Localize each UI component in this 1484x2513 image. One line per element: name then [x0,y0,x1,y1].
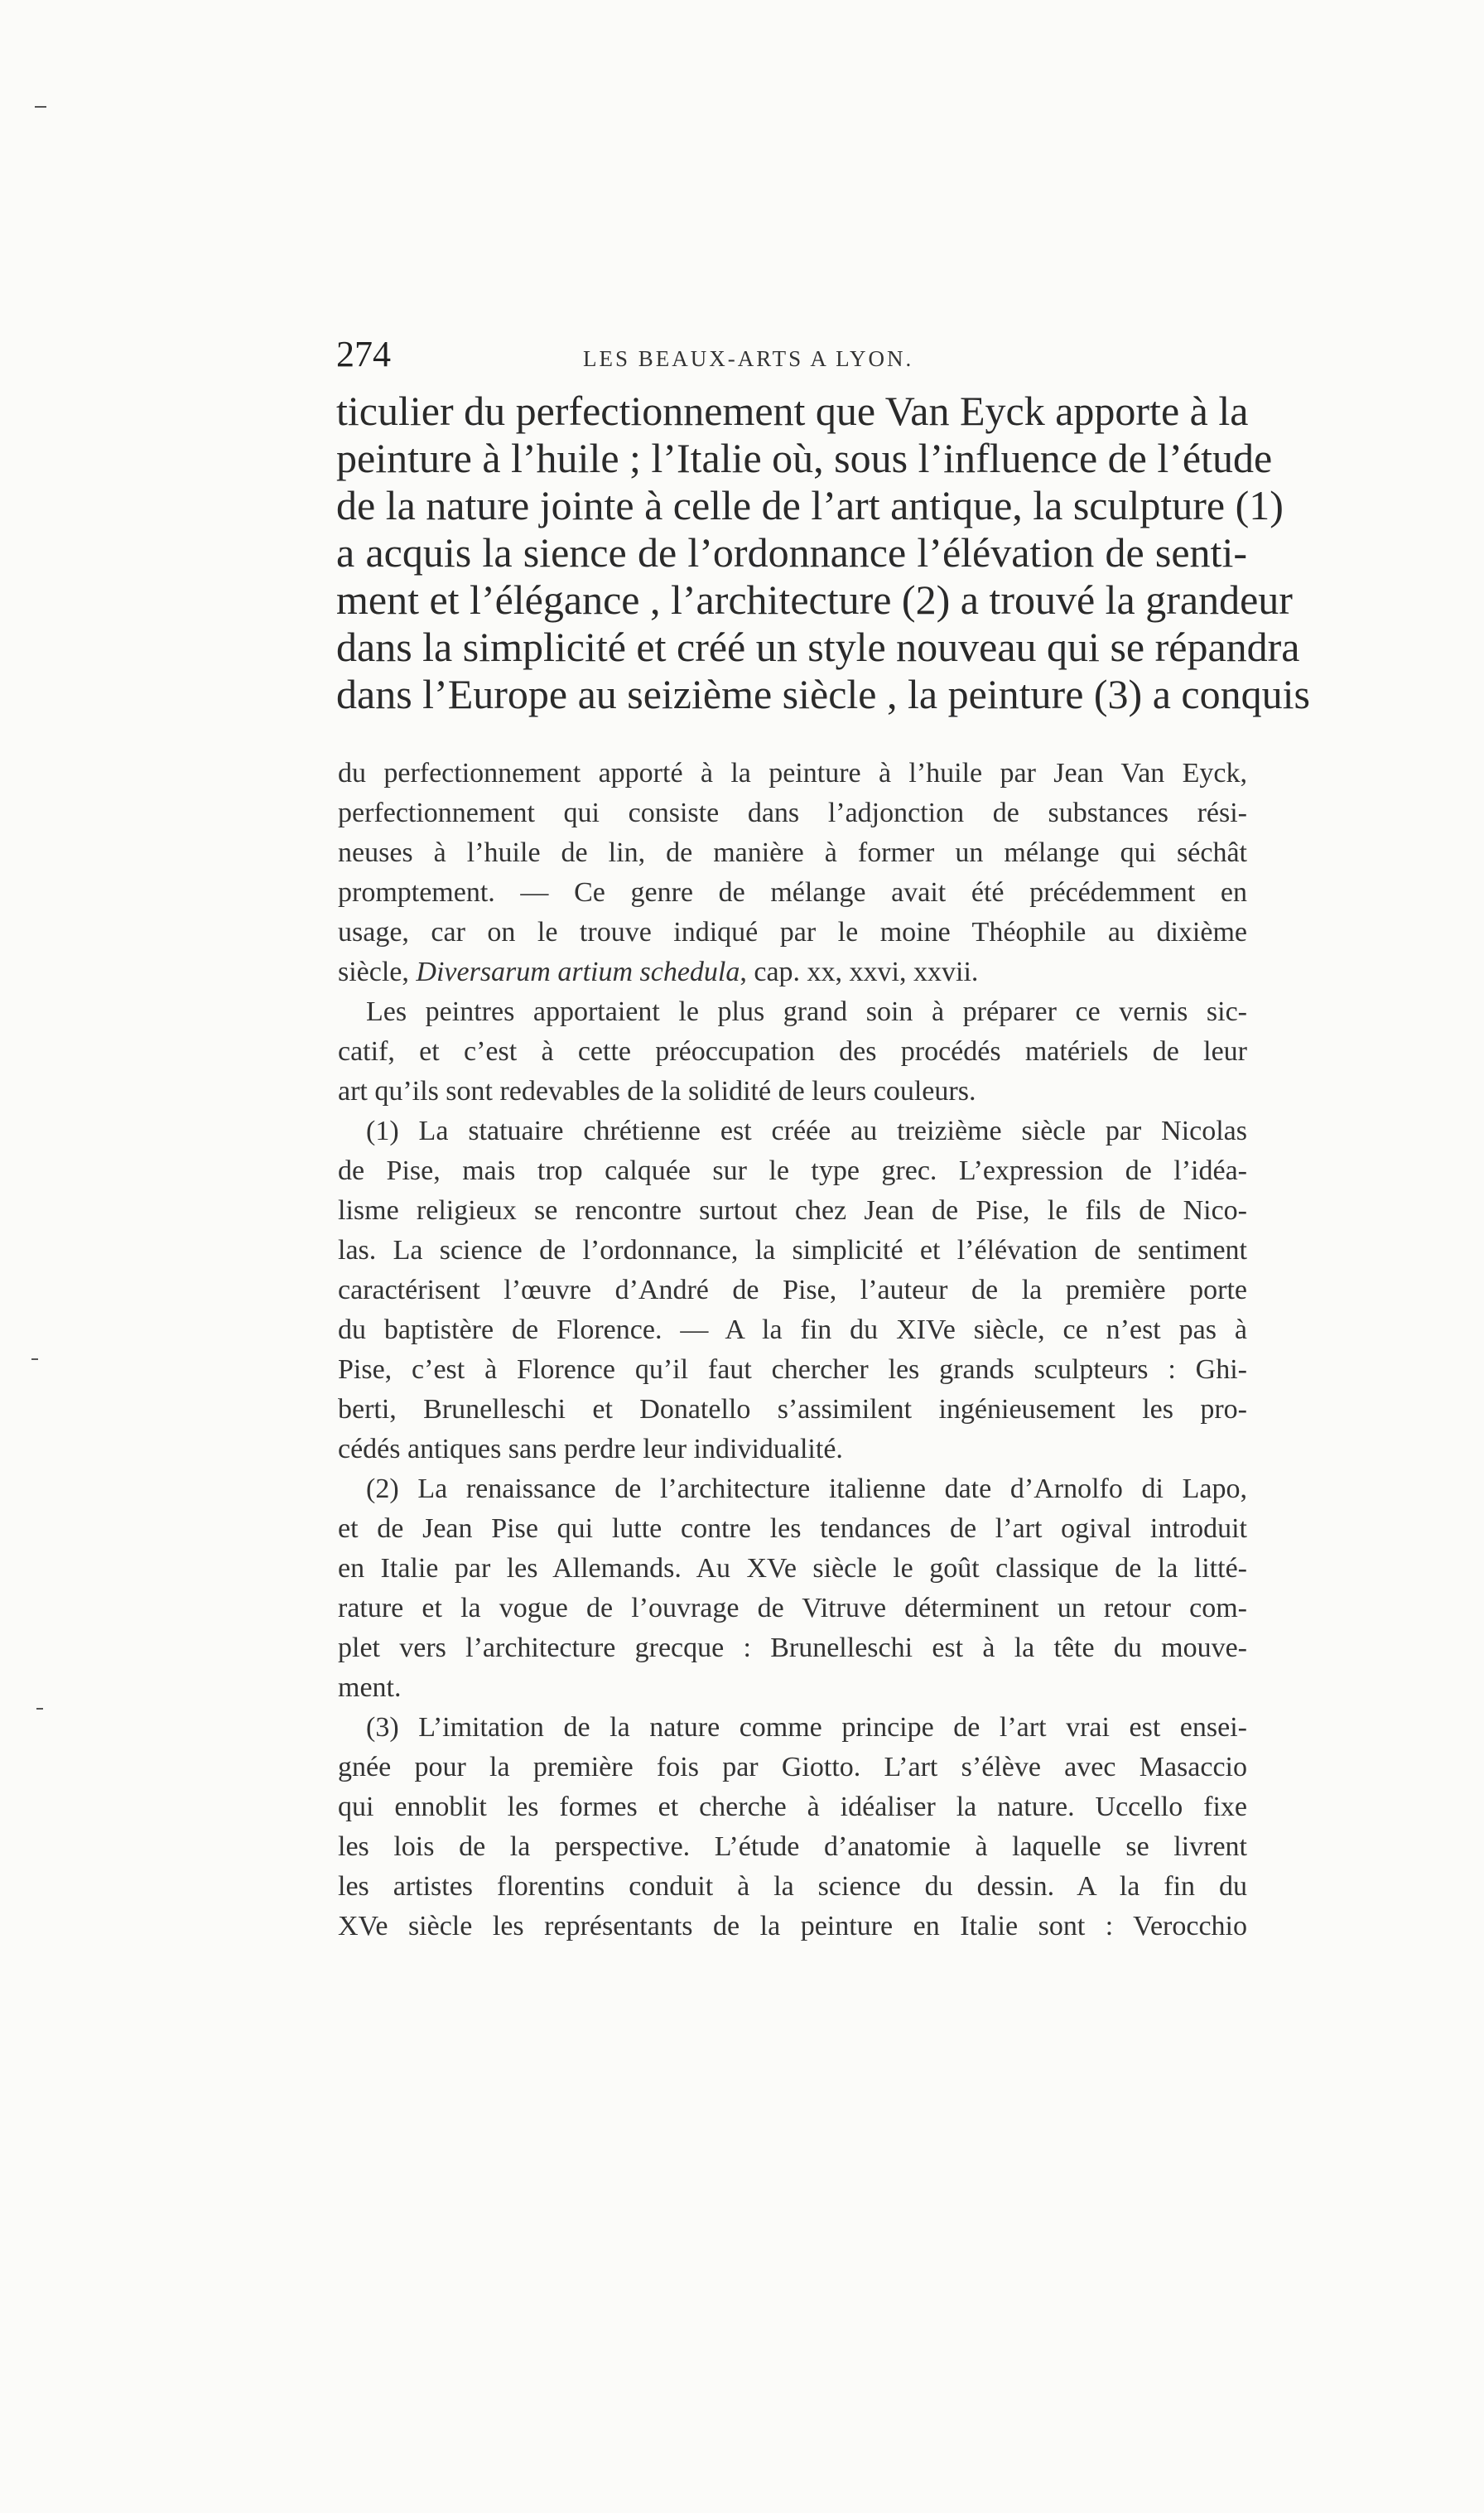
footnote-line: perfectionnement qui consiste dans l’adjonction de substances rési- [338,798,1247,828]
footnote-line: neuses à l’huile de lin, de manière à former un mélange qui séchât [338,837,1247,868]
main-text-block [336,388,1310,718]
footnote-3-line: XVe siècle les représentants de la peinture en Italie sont : Verocchio [338,1911,1247,1941]
work-title: Diversarum artium schedula [416,957,740,987]
footnote-line: Les peintres apportaient le plus grand soin à préparer ce vernis sic- [366,996,1247,1027]
main-text-line: dans l’Europe au seizième siècle , la peinture (3) a conquis [336,671,1310,717]
footnote-2-line: plet vers l’architecture grecque : Brunelleschi est à la tête du mouve- [338,1633,1247,1663]
main-text-line: dans la simplicité et créé un style nouveau qui se répandra [336,624,1300,670]
footnote-line: du perfectionnement apporté à la peinture à l’huile par Jean Van Eyck, [338,758,1247,789]
main-text-line: a acquis la sience de l’ordonnance l’élévation de senti- [336,529,1247,576]
footnote-3-line: les lois de la perspective. L’étude d’anatomie à laquelle se livrent [338,1831,1247,1862]
footnote-1-line: lisme religieux se rencontre surtout chez Jean de Pise, le fils de Nico- [338,1195,1247,1226]
footnote-2-line: (2) La renaissance de l’architecture italienne date d’Arnolfo di Lapo, [366,1474,1247,1504]
footnote-2-line: et de Jean Pise qui lutte contre les tendances de l’art ogival introduit [338,1513,1247,1544]
margin-mark [36,1708,43,1710]
footnote-1-line: las. La science de l’ordonnance, la simplicité et l’élévation de sentiment [338,1235,1247,1266]
page-header [336,333,1247,383]
footnote-2-line: en Italie par les Allemands. Au XVe siècle le goût classique de la litté- [338,1553,1247,1584]
footnote-1-line: caractérisent l’œuvre d’André de Pise, l’auteur de la première porte [338,1275,1247,1305]
main-text-line: de la nature jointe à celle de l’art antique, la sculpture (1) [336,482,1284,528]
footnote-line [338,953,1247,992]
footnote-3-line: gnée pour la première fois par Giotto. L’art s’élève avec Masaccio [338,1752,1247,1782]
footnote-line: promptement. — Ce genre de mélange avait été précédemment en [338,877,1247,908]
page-number: 274 [336,334,391,374]
footnote-1-line: (1) La statuaire chrétienne est créée au treizième siècle par Nicolas [366,1116,1247,1146]
footnote-line: catif, et c’est à cette préoccupation des procédés matériels de leur [338,1036,1247,1067]
main-text-line: ticulier du perfectionnement que Van Eyck apporte à la [336,388,1249,434]
margin-mark [31,1358,38,1360]
footnote-text: , cap. xx, xxvi, xxvii. [740,957,979,987]
footnote-1-line: cédés antiques sans perdre leur individualité. [338,1434,843,1464]
footnote-1-line: Pise, c’est à Florence qu’il faut chercher les grands sculpteurs : Ghi- [338,1354,1247,1385]
footnote-2-line: ment. [338,1672,402,1703]
footnote-2-line: rature et la vogue de l’ouvrage de Vitruve déterminent un retour com- [338,1593,1247,1623]
margin-mark [35,106,46,108]
main-text-line: peinture à l’huile ; l’Italie où, sous l’influence de l’étude [336,435,1273,481]
footnote-line: usage, car on le trouve indiqué par le moine Théophile au dixième [338,917,1247,948]
footnote-1-line: du baptistère de Florence. — A la fin du XIVe siècle, ce n’est pas à [338,1314,1247,1345]
footnotes-block [338,754,1247,1946]
footnote-text: siècle, [338,957,417,987]
main-text-line: ment et l’élégance , l’architecture (2) a trouvé la grandeur [336,576,1293,623]
footnote-1-line: berti, Brunelleschi et Donatello s’assimilent ingénieusement les pro- [338,1394,1247,1425]
footnote-line: art qu’ils sont redevables de la solidité de leurs couleurs. [338,1076,976,1107]
footnote-3-line: (3) L’imitation de la nature comme principe de l’art vrai est ensei- [366,1712,1247,1743]
footnote-1-line: de Pise, mais trop calquée sur le type grec. L’expression de l’idéa- [338,1155,1247,1186]
footnote-3-line: qui ennoblit les formes et cherche à idéaliser la nature. Uccello fixe [338,1792,1247,1822]
footnote-3-line: les artistes florentins conduit à la science du dessin. A la fin du [338,1871,1247,1902]
running-head: LES BEAUX-ARTS A LYON. [583,346,914,371]
